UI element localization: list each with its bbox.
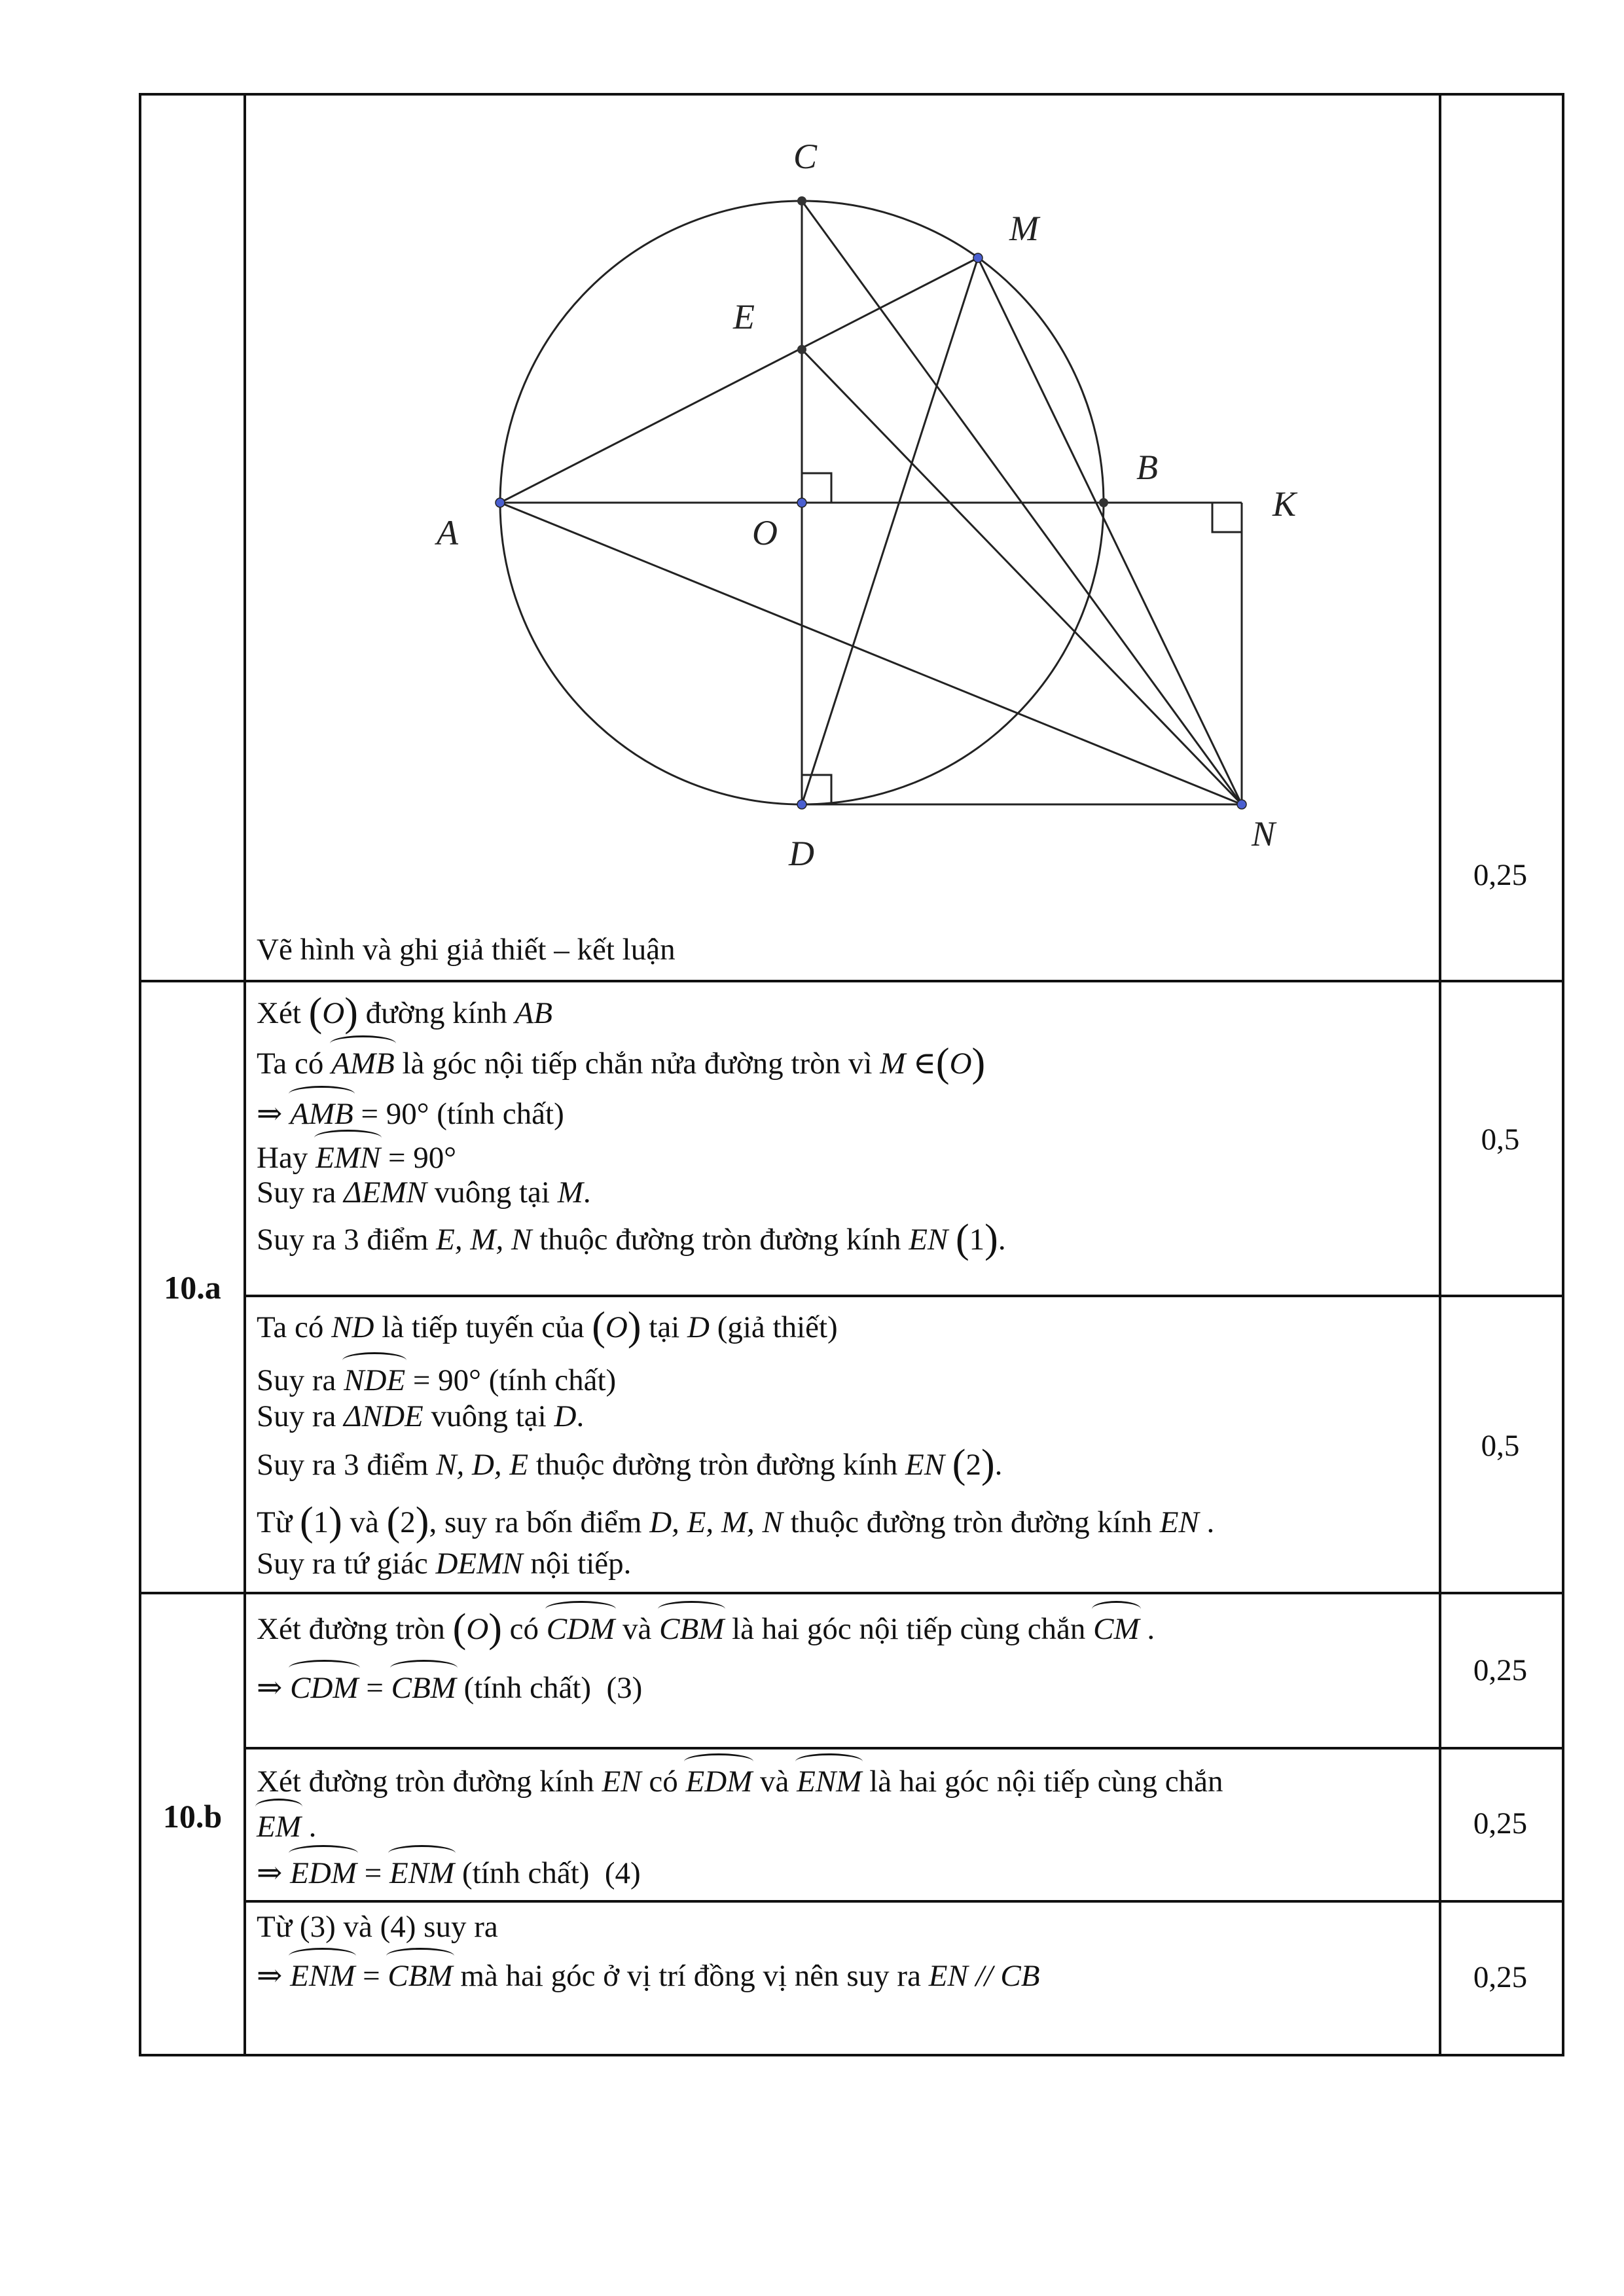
point-e — [797, 345, 806, 354]
table-divider — [139, 980, 1564, 982]
text-line: EM . — [257, 1803, 316, 1844]
right-angle-o — [802, 473, 831, 503]
text-line: Ta có AMB là góc nội tiếp chắn nửa đường tròn vì M ∈(O) — [257, 1041, 986, 1085]
label-o: O — [752, 513, 778, 552]
angle-cbm: CBM — [388, 1952, 452, 1994]
label-e: E — [733, 297, 755, 336]
point-n — [1237, 800, 1246, 809]
text-line: Từ (1) và (2), suy ra bốn điểm D, E, M, N thuộc đường tròn đường kính EN . — [257, 1499, 1215, 1544]
table-divider — [244, 1295, 1564, 1297]
point-a — [496, 498, 505, 507]
text-line: Hay EMN = 90° — [257, 1134, 456, 1175]
geometry-figure — [139, 93, 1435, 970]
score-figure: 0,25 — [1473, 858, 1528, 892]
segment-md — [802, 258, 978, 804]
angle-amb: AMB — [290, 1090, 353, 1132]
table-divider — [139, 1592, 1564, 1594]
segment-am — [500, 258, 978, 503]
label-m: M — [1009, 209, 1039, 248]
arc-cm: CM — [1093, 1605, 1140, 1647]
text-line: ⇒ CDM = CBM (tính chất) (3) — [257, 1664, 642, 1706]
score-10b-2: 0,25 — [1473, 1806, 1528, 1840]
question-label-10a: 10.a — [164, 1269, 221, 1306]
angle-cdm: CDM — [290, 1664, 358, 1706]
angle-enm: ENM — [797, 1757, 861, 1799]
table-border-bottom — [139, 2054, 1564, 2056]
segment-en — [802, 350, 1242, 804]
text-line: Xét đường tròn đường kính EN có EDM và ENM là hai góc nội tiếp cùng chắn — [257, 1757, 1223, 1799]
point-d — [797, 800, 806, 809]
angle-cbm: CBM — [391, 1664, 456, 1706]
text-line: ⇒ ENM = CBM mà hai góc ở vị trí đồng vị nên suy ra EN // CB — [257, 1952, 1039, 1994]
text-line: Xét (O) đường kính AB — [257, 990, 552, 1035]
text-line: Suy ra ΔEMN vuông tại M. — [257, 1175, 591, 1210]
angle-edm: EDM — [290, 1849, 357, 1891]
right-angle-k — [1212, 503, 1242, 532]
score-10a-2: 0,5 — [1481, 1429, 1520, 1463]
text-line: Suy ra ΔNDE vuông tại D. — [257, 1399, 585, 1433]
angle-nde: NDE — [344, 1356, 405, 1398]
answer-table — [139, 93, 1564, 2056]
angle-amb: AMB — [331, 1039, 395, 1081]
label-k: K — [1272, 484, 1297, 524]
question-label-10b: 10.b — [162, 1798, 223, 1835]
table-column-divider — [1439, 93, 1441, 2056]
angle-enm: ENM — [290, 1952, 355, 1994]
text-line: Từ (3) và (4) suy ra — [257, 1910, 498, 1944]
point-o — [797, 498, 806, 507]
score-10a-1: 0,5 — [1481, 1122, 1520, 1157]
table-border-right — [1562, 93, 1564, 2056]
label-a: A — [437, 513, 458, 552]
text-line: ⇒ EDM = ENM (tính chất) (4) — [257, 1849, 641, 1891]
point-c — [797, 196, 806, 206]
label-b: B — [1136, 448, 1158, 487]
angle-edm: EDM — [685, 1757, 752, 1799]
angle-emn: EMN — [316, 1134, 380, 1175]
score-10b-3: 0,25 — [1473, 1960, 1528, 1994]
segment-mn — [978, 258, 1242, 804]
point-b — [1099, 498, 1108, 507]
text-line: ⇒ AMB = 90° (tính chất) — [257, 1090, 564, 1132]
label-n: N — [1252, 814, 1276, 853]
text-line: Suy ra 3 điểm E, M, N thuộc đường tròn đường kính EN (1). — [257, 1217, 1006, 1261]
text-line: Ta có ND là tiếp tuyến của (O) tại D (giả thiết) — [257, 1304, 838, 1349]
text-line: Suy ra NDE = 90° (tính chất) — [257, 1356, 616, 1398]
angle-enm: ENM — [389, 1849, 454, 1891]
figure-caption: Vẽ hình và ghi giả thiết – kết luận — [257, 933, 676, 967]
arc-em: EM — [257, 1803, 301, 1844]
label-c: C — [793, 137, 818, 176]
text-line: Suy ra 3 điểm N, D, E thuộc đường tròn đường kính EN (2). — [257, 1442, 1003, 1486]
label-d: D — [789, 834, 814, 873]
angle-cdm: CDM — [547, 1605, 615, 1647]
angle-cbm: CBM — [659, 1605, 724, 1647]
text-line: Xét đường tròn (O) có CDM và CBM là hai góc nội tiếp cùng chắn CM . — [257, 1606, 1155, 1651]
table-divider — [244, 1900, 1564, 1903]
table-divider — [244, 1747, 1564, 1749]
text-line: Suy ra tứ giác DEMN nội tiếp. — [257, 1547, 632, 1581]
segment-an — [500, 503, 1242, 804]
score-10b-1: 0,25 — [1473, 1653, 1528, 1687]
point-m — [973, 253, 983, 262]
